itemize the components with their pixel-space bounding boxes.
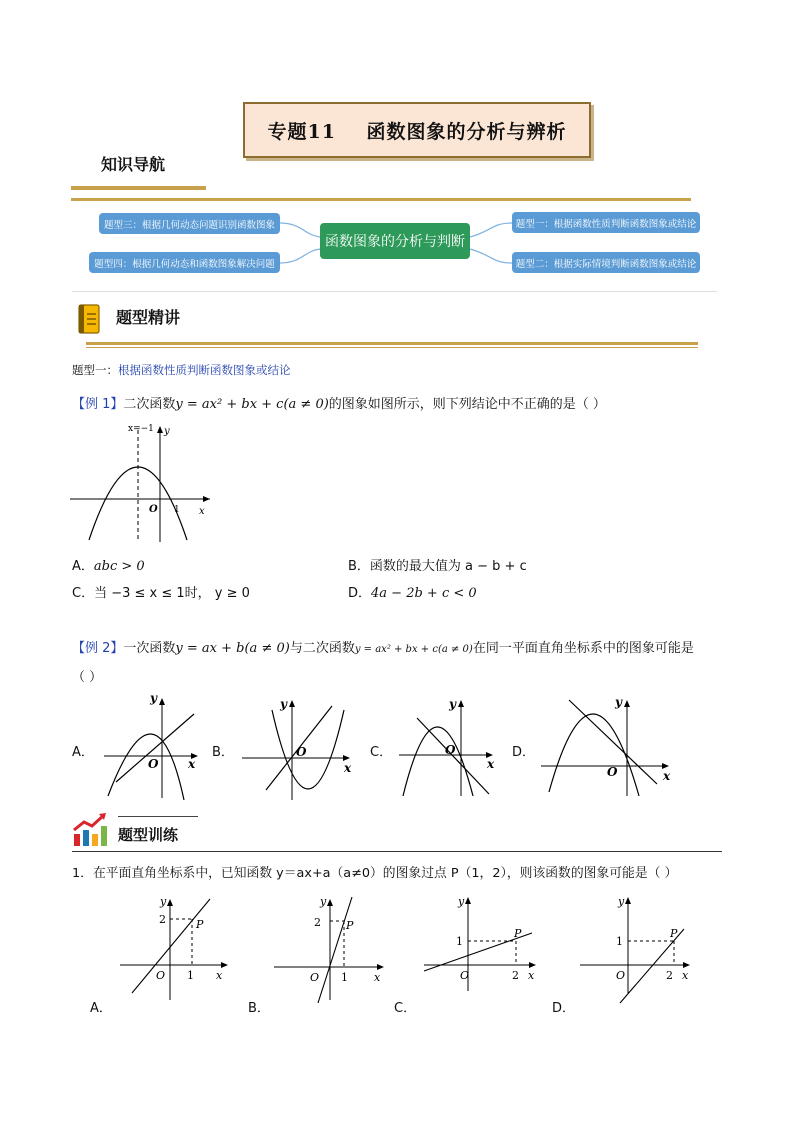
ex1-option-a: A．abc > 0 xyxy=(72,559,145,574)
divider xyxy=(118,816,198,817)
svg-text:x: x xyxy=(682,969,689,982)
q1-choice-d-label: D． xyxy=(552,1001,576,1016)
chart-icon xyxy=(72,812,110,848)
q1-graph-b xyxy=(270,895,390,1007)
svg-text:y: y xyxy=(320,895,327,908)
svg-text:y: y xyxy=(618,895,625,908)
svg-text:x: x xyxy=(344,761,352,775)
svg-text:O: O xyxy=(616,969,626,982)
type1-text: 根据函数性质判断函数图象或结论 xyxy=(118,363,291,377)
svg-text:O: O xyxy=(296,745,307,759)
svg-text:y: y xyxy=(615,695,622,709)
notebook-icon xyxy=(76,303,102,337)
ex2-formula-quadratic: y = ax² + bx + c(a ≠ 0) xyxy=(354,644,473,655)
svg-text:y: y xyxy=(449,697,456,711)
ex2-stem: 【例 2】一次函数y = ax + b(a ≠ 0)与二次函数y = ax² + bx + c(a ≠ 0)在同一平面直角坐标系中的图象可能是 xyxy=(72,641,694,656)
q1-choice-b-label: B． xyxy=(248,1001,270,1016)
ex1-option-c: C．当 −3 ≤ x ≤ 1时， y ≥ 0 xyxy=(72,586,250,601)
svg-text:y: y xyxy=(280,697,287,711)
q1-graph-d xyxy=(576,893,701,1005)
ex2-formula-linear: y = ax + b(a ≠ 0) xyxy=(175,641,290,656)
svg-text:P: P xyxy=(346,919,354,932)
svg-text:O: O xyxy=(607,765,618,779)
svg-text:y: y xyxy=(150,691,157,705)
ex2-choice-b-label: B． xyxy=(212,745,234,760)
svg-text:O: O xyxy=(445,743,456,757)
ex2-graph-b xyxy=(236,692,356,804)
svg-text:O: O xyxy=(310,971,320,984)
type1-label: 题型一： xyxy=(72,363,118,377)
ex1-stem-post: 的图象如图所示，则下列结论中不正确的是（ ） xyxy=(328,397,606,412)
ex2-choice-c-label: C． xyxy=(370,745,393,760)
svg-text:x: x xyxy=(663,769,671,783)
mindmap xyxy=(72,201,717,292)
svg-text:O: O xyxy=(148,757,159,771)
svg-text:1: 1 xyxy=(341,971,348,984)
ex1-tag: 【例 1】 xyxy=(72,397,124,412)
ex1-stem-pre: 二次函数 xyxy=(123,397,176,412)
svg-text:2: 2 xyxy=(159,913,166,926)
svg-text:1: 1 xyxy=(187,969,194,982)
ex1-option-b: B．函数的最大值为 a − b + c xyxy=(348,559,527,574)
ex1-parabola-graph xyxy=(70,420,220,545)
svg-text:P: P xyxy=(514,927,522,940)
q1-graph-c xyxy=(420,893,545,993)
svg-text:P: P xyxy=(670,927,678,940)
divider xyxy=(86,342,698,345)
section-heading-practice: 题型精讲 xyxy=(116,308,181,327)
svg-text:x: x xyxy=(216,969,223,982)
tick-label-one: 1 xyxy=(174,505,180,515)
ex2-answer-paren: （ ） xyxy=(72,670,103,685)
page-title: 专题11 函数图象的分析与辨析 xyxy=(243,102,591,158)
type1-line xyxy=(72,362,291,378)
svg-text:O: O xyxy=(460,969,470,982)
mindmap-node-type4: 题型四：根据几何动态和函数图象解决问题 xyxy=(89,252,280,273)
svg-text:y: y xyxy=(458,895,465,908)
ex2-graph-d xyxy=(537,694,677,802)
mindmap-center: 函数图象的分析与判断 xyxy=(320,223,470,259)
ex2-tag: 【例 2】 xyxy=(72,641,124,656)
svg-text:P: P xyxy=(196,918,204,931)
divider xyxy=(86,347,698,348)
svg-text:O: O xyxy=(156,969,166,982)
svg-text:x: x xyxy=(374,971,381,984)
mindmap-node-type2: 题型二：根据实际情境判断函数图象或结论 xyxy=(512,252,700,273)
svg-text:x: x xyxy=(487,757,495,771)
ex1-stem xyxy=(72,393,606,412)
svg-text:2: 2 xyxy=(314,916,321,929)
svg-text:y: y xyxy=(160,895,167,908)
ex2-graph-a xyxy=(96,690,206,802)
mindmap-node-type3: 题型三：根据几何动态问题识别函数图象 xyxy=(99,213,280,234)
axis-label-x: x xyxy=(199,506,205,517)
axis-label-y: y xyxy=(164,426,170,437)
ex2-choice-a-label: A． xyxy=(72,745,94,760)
svg-text:2: 2 xyxy=(512,969,519,982)
q1-choice-c-label: C． xyxy=(394,1001,417,1016)
knowledge-nav-heading: 知识导航 xyxy=(101,155,166,174)
svg-text:2: 2 xyxy=(666,969,673,982)
q1-graph-a xyxy=(116,895,236,1003)
ex2-choice-d-label: D． xyxy=(512,745,536,760)
q1-stem: 1．在平面直角坐标系中，已知函数 y＝ax+a（a≠0）的图象过点 P（1，2），则该函数的图象可能是（ ） xyxy=(72,866,678,881)
mindmap-node-type1: 题型一：根据函数性质判断函数图象或结论 xyxy=(512,212,700,233)
q1-choice-a-label: A． xyxy=(90,1001,112,1016)
axis-label-xeq: x=−1 xyxy=(128,424,154,434)
svg-text:1: 1 xyxy=(456,935,463,948)
ex1-option-d: D．4a − 2b + c < 0 xyxy=(348,586,477,601)
ex1-formula: y = ax² + bx + c(a ≠ 0) xyxy=(175,397,329,412)
ex2-graph-c xyxy=(395,696,500,800)
origin-label: O xyxy=(149,504,158,515)
svg-text:x: x xyxy=(528,969,535,982)
section-heading-training: 题型训练 xyxy=(118,826,179,844)
divider xyxy=(71,186,206,190)
svg-text:x: x xyxy=(188,757,196,771)
divider xyxy=(72,851,722,852)
svg-text:1: 1 xyxy=(616,935,623,948)
